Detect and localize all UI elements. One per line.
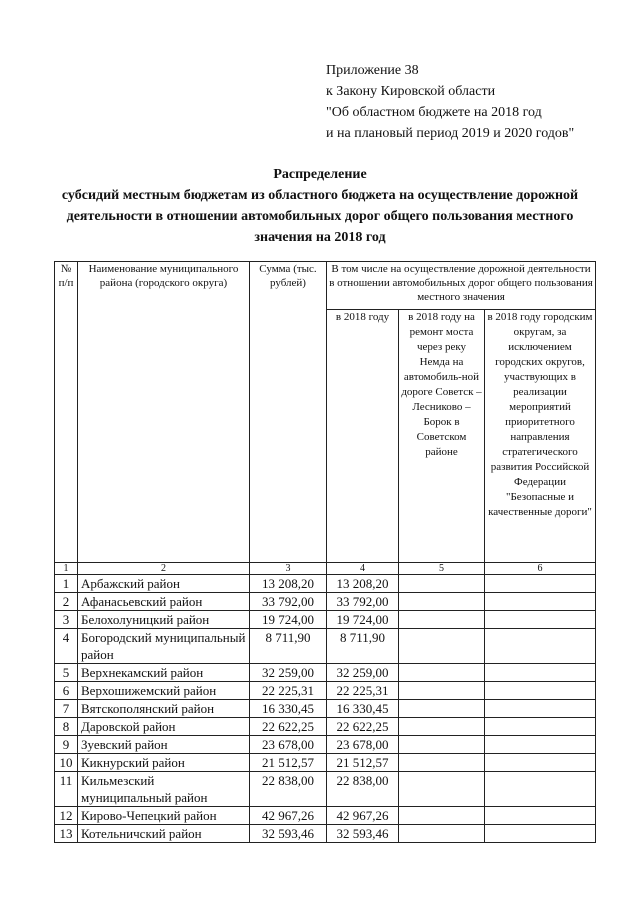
row-city <box>485 664 596 682</box>
row-city <box>485 718 596 736</box>
column-index: 6 <box>485 563 596 575</box>
row-city <box>485 611 596 629</box>
title-line: субсидий местным бюджетам из областного бюджета на осуществление дорожной <box>61 188 579 203</box>
annex-line: Приложение 38 <box>326 63 419 78</box>
table-row <box>55 718 596 736</box>
row-bridge <box>399 825 485 843</box>
header-including: В том числе на осуществление дорожной деятельности в отношении автомобильных дорог общего пользования местного значения <box>327 262 596 310</box>
row-sum: 16 330,45 <box>250 700 327 718</box>
row-num: 2 <box>55 593 78 611</box>
row-city <box>485 807 596 825</box>
column-index: 2 <box>78 563 250 575</box>
row-2018: 32 593,46 <box>327 825 399 843</box>
header-col4: в 2018 году <box>327 310 399 563</box>
row-sum: 22 225,31 <box>250 682 327 700</box>
row-sum: 21 512,57 <box>250 754 327 772</box>
row-num: 13 <box>55 825 78 843</box>
row-sum: 32 259,00 <box>250 664 327 682</box>
row-num: 7 <box>55 700 78 718</box>
row-name: Афанасьевский район <box>78 593 250 611</box>
subsidy-table <box>54 261 596 843</box>
row-city <box>485 700 596 718</box>
column-index: 5 <box>399 563 485 575</box>
row-2018: 22 225,31 <box>327 682 399 700</box>
annex-line: к Закону Кировской области <box>326 84 496 99</box>
row-bridge <box>399 682 485 700</box>
document-title <box>20 164 620 248</box>
row-bridge <box>399 611 485 629</box>
row-num: 12 <box>55 807 78 825</box>
header-col5: в 2018 году на ремонт моста через реку Немда на автомобиль-ной дороге Советск – Лесниково – Борок в Советском районе <box>399 310 485 563</box>
row-2018: 19 724,00 <box>327 611 399 629</box>
row-bridge <box>399 736 485 754</box>
row-name: Белохолуницкий район <box>78 611 250 629</box>
row-sum: 32 593,46 <box>250 825 327 843</box>
row-2018: 13 208,20 <box>327 575 399 593</box>
table-row <box>55 664 596 682</box>
row-sum: 42 967,26 <box>250 807 327 825</box>
row-sum: 22 622,25 <box>250 718 327 736</box>
row-city <box>485 629 596 664</box>
row-2018: 21 512,57 <box>327 754 399 772</box>
row-city <box>485 754 596 772</box>
row-bridge <box>399 700 485 718</box>
table-row <box>55 575 596 593</box>
row-name: Арбажский район <box>78 575 250 593</box>
row-num: 5 <box>55 664 78 682</box>
row-name: Зуевский район <box>78 736 250 754</box>
row-name: Кирово-Чепецкий район <box>78 807 250 825</box>
row-2018: 32 259,00 <box>327 664 399 682</box>
table-row <box>55 629 596 664</box>
row-2018: 22 622,25 <box>327 718 399 736</box>
row-bridge <box>399 575 485 593</box>
annex-line: "Об областном бюджете на 2018 год <box>326 105 542 120</box>
row-num: 1 <box>55 575 78 593</box>
row-city <box>485 682 596 700</box>
row-sum: 23 678,00 <box>250 736 327 754</box>
row-name: Богородский муниципальный район <box>78 629 250 664</box>
row-city <box>485 575 596 593</box>
row-2018: 22 838,00 <box>327 772 399 807</box>
table-row <box>55 772 596 807</box>
row-name: Верхошижемский район <box>78 682 250 700</box>
header-row <box>55 262 596 310</box>
table-row <box>55 682 596 700</box>
column-index: 3 <box>250 563 327 575</box>
header-sum: Сумма (тыс. рублей) <box>250 262 327 563</box>
table-row <box>55 593 596 611</box>
row-bridge <box>399 664 485 682</box>
row-bridge <box>399 629 485 664</box>
row-num: 3 <box>55 611 78 629</box>
row-num: 10 <box>55 754 78 772</box>
row-city <box>485 736 596 754</box>
header-col6: в 2018 году городским округам, за исключением городских округов, участвующих в реализации мероприятий приоритетного направления стратегического развития Российской Федерации "Безопасные и качественные дороги" <box>485 310 596 563</box>
table-row <box>55 825 596 843</box>
row-name: Вятскополянский район <box>78 700 250 718</box>
annex-reference <box>326 60 626 144</box>
row-bridge <box>399 807 485 825</box>
row-2018: 16 330,45 <box>327 700 399 718</box>
row-city <box>485 825 596 843</box>
table-row <box>55 700 596 718</box>
row-2018: 42 967,26 <box>327 807 399 825</box>
row-name: Кикнурский район <box>78 754 250 772</box>
row-name: Кильмезский муниципальный район <box>78 772 250 807</box>
table-row <box>55 754 596 772</box>
row-sum: 22 838,00 <box>250 772 327 807</box>
row-bridge <box>399 754 485 772</box>
title-line: деятельности в отношении автомобильных дорог общего пользования местного <box>66 209 574 224</box>
row-sum: 8 711,90 <box>250 629 327 664</box>
row-name: Даровской район <box>78 718 250 736</box>
column-index: 1 <box>55 563 78 575</box>
header-num: № п/п <box>55 262 78 563</box>
title-line: Распределение <box>273 167 367 182</box>
row-num: 11 <box>55 772 78 807</box>
row-2018: 33 792,00 <box>327 593 399 611</box>
row-bridge <box>399 718 485 736</box>
column-index-row <box>55 563 596 575</box>
row-city <box>485 772 596 807</box>
row-num: 9 <box>55 736 78 754</box>
row-num: 6 <box>55 682 78 700</box>
row-city <box>485 593 596 611</box>
row-name: Верхнекамский район <box>78 664 250 682</box>
table-row <box>55 807 596 825</box>
row-sum: 33 792,00 <box>250 593 327 611</box>
row-sum: 13 208,20 <box>250 575 327 593</box>
row-num: 4 <box>55 629 78 664</box>
row-name: Котельничский район <box>78 825 250 843</box>
column-index: 4 <box>327 563 399 575</box>
annex-line: и на плановый период 2019 и 2020 годов" <box>326 126 575 141</box>
table-row <box>55 736 596 754</box>
title-line: значения на 2018 год <box>254 230 386 245</box>
header-name: Наименование муниципального района (городского округа) <box>78 262 250 563</box>
table-row <box>55 611 596 629</box>
row-bridge <box>399 772 485 807</box>
row-2018: 23 678,00 <box>327 736 399 754</box>
row-2018: 8 711,90 <box>327 629 399 664</box>
row-sum: 19 724,00 <box>250 611 327 629</box>
row-num: 8 <box>55 718 78 736</box>
row-bridge <box>399 593 485 611</box>
